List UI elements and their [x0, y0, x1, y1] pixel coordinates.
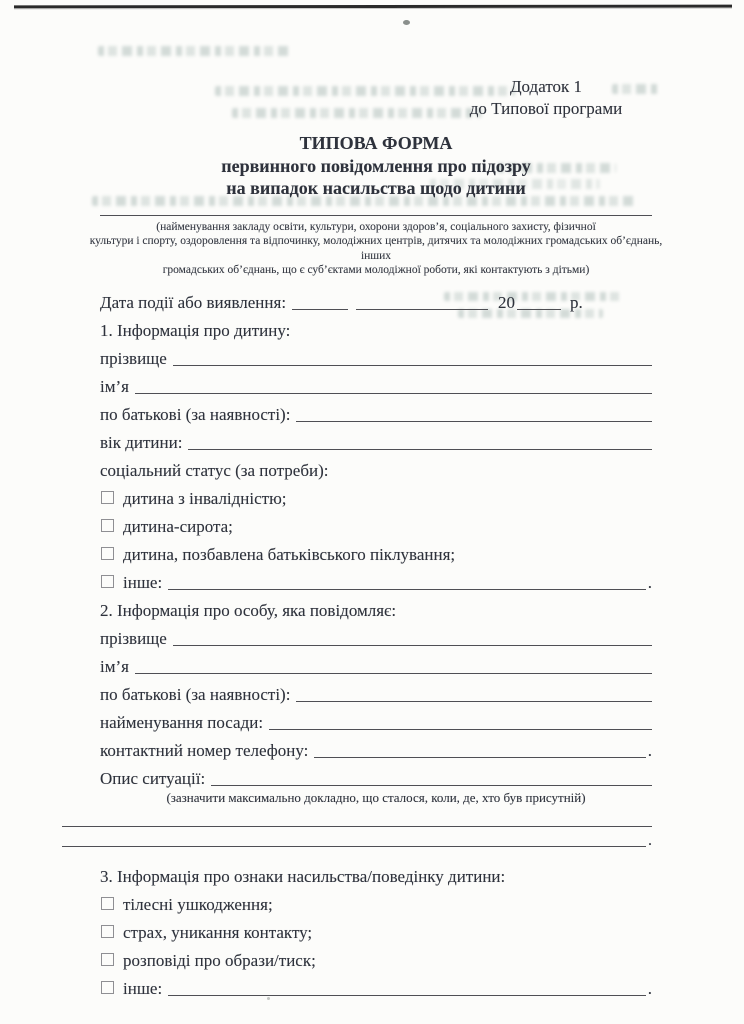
checkbox-row-other-status	[100, 565, 652, 593]
trailing-period: .	[647, 978, 652, 998]
form-title: ТИПОВА ФОРМА	[299, 133, 453, 153]
field-child-patronymic	[100, 397, 652, 425]
date-day-blank	[292, 309, 348, 310]
annex-label: Додаток 1	[509, 77, 583, 96]
field-position	[100, 705, 652, 733]
blank-line	[211, 785, 652, 786]
field-reporter-surname	[100, 621, 652, 649]
field-situation-description	[100, 761, 652, 789]
checkbox-label: дитина, позбавлена батьківського піклування;	[123, 544, 456, 564]
field-label: прізвище	[100, 628, 167, 648]
blank-line	[188, 449, 652, 450]
form-subtitle-1: первинного повідомлення про підозру	[221, 155, 531, 176]
checkbox-label: тілесні ушкодження;	[123, 894, 273, 914]
trailing-period: .	[647, 572, 652, 592]
checkbox-icon	[101, 953, 114, 966]
checkbox-row-deprived-care	[100, 537, 652, 565]
checkbox-row-orphan	[100, 509, 652, 537]
date-month-blank	[356, 309, 488, 310]
checkbox-icon	[101, 575, 114, 588]
date-row	[100, 285, 652, 313]
section2-heading	[100, 593, 652, 621]
blank-line	[296, 421, 652, 422]
field-label: по батькові (за наявності):	[100, 404, 291, 424]
date-year-blank	[517, 309, 561, 310]
checkbox-label: інше:	[123, 978, 163, 998]
checkbox-icon	[101, 897, 114, 910]
checkbox-icon	[101, 925, 114, 938]
description-caption: (зазначити максимально докладно, що сталося, коли, де, хто був присутній)	[166, 789, 586, 805]
blank-line	[173, 645, 652, 646]
field-label: вік дитини:	[100, 432, 183, 452]
checkbox-icon	[101, 491, 114, 504]
blank-line	[296, 701, 652, 702]
field-reporter-patronymic	[100, 677, 652, 705]
blank-line	[62, 846, 646, 847]
blank-line	[168, 589, 646, 590]
form-subtitle-2: на випадок насильства щодо дитини	[226, 178, 526, 198]
description-extra-line-2	[62, 830, 652, 850]
field-label: по батькові (за наявності):	[100, 684, 291, 704]
form-title-block	[100, 132, 652, 200]
checkbox-label: дитина-сирота;	[123, 516, 233, 536]
blank-line	[62, 826, 652, 827]
checkbox-icon	[101, 547, 114, 560]
social-status-label: соціальний статус (за потреби):	[100, 460, 329, 480]
trailing-period: .	[648, 831, 652, 849]
trailing-period: .	[647, 740, 652, 760]
field-label: ім’я	[100, 376, 129, 396]
checkbox-icon	[101, 519, 114, 532]
checkbox-label: розповіді про образи/тиск;	[123, 950, 316, 970]
field-phone	[100, 733, 652, 761]
blank-line	[314, 757, 645, 758]
checkbox-label: інше:	[123, 572, 163, 592]
date-label: Дата події або виявлення:	[100, 292, 287, 312]
checkbox-label: страх, уникання контакту;	[123, 922, 313, 942]
field-child-name	[100, 369, 652, 397]
field-label: контактний номер телефону:	[100, 740, 309, 760]
blank-line	[168, 995, 646, 996]
checkbox-label: дитина з інвалідністю;	[123, 488, 287, 508]
checkbox-row-injuries	[100, 887, 652, 915]
description-extra-line-1	[62, 810, 652, 830]
checkbox-row-stories	[100, 943, 652, 971]
institution-name-blank-line	[100, 200, 652, 216]
field-label: найменування посади:	[100, 712, 264, 732]
social-status-label-row	[100, 453, 652, 481]
field-label: ім’я	[100, 656, 129, 676]
section2-heading-text: 2. Інформація про особу, яка повідомляє:	[100, 600, 397, 620]
annex-sublabel: до Типової програми	[469, 99, 623, 118]
checkbox-icon	[101, 981, 114, 994]
blank-line	[135, 393, 652, 394]
section3-heading	[100, 859, 652, 887]
institution-caption-line-1: (найменування закладу освіти, культури, охорони здоров’я, соціального захисту, фізичної	[156, 220, 596, 233]
blank-line	[269, 729, 652, 730]
field-child-age	[100, 425, 652, 453]
institution-caption-line-3: громадських об’єднань, що є суб’єктами молодіжної роботи, які контактують з дітьми)	[162, 264, 590, 276]
section3-heading-text: 3. Інформація про ознаки насильства/поведінку дитини:	[100, 866, 506, 886]
section1-heading-text: 1. Інформація про дитину:	[100, 320, 291, 340]
field-label: прізвище	[100, 348, 167, 368]
checkbox-row-disability	[100, 481, 652, 509]
institution-caption-line-2: культури і спорту, оздоровлення та відпочинку, молодіжних центрів, дитячих та молодіжних громадських об’єднань, інших	[89, 235, 663, 262]
field-reporter-name	[100, 649, 652, 677]
date-year-prefix: 20	[498, 292, 516, 312]
field-label: Опис ситуації:	[100, 768, 206, 788]
blank-line	[135, 673, 652, 674]
institution-caption	[86, 220, 666, 278]
annex-label-block	[440, 76, 652, 120]
checkbox-row-other-signs	[100, 971, 652, 999]
checkbox-row-fear	[100, 915, 652, 943]
date-year-suffix: р.	[570, 292, 583, 312]
blank-line	[173, 365, 652, 366]
field-child-surname	[100, 341, 652, 369]
section1-heading	[100, 313, 652, 341]
